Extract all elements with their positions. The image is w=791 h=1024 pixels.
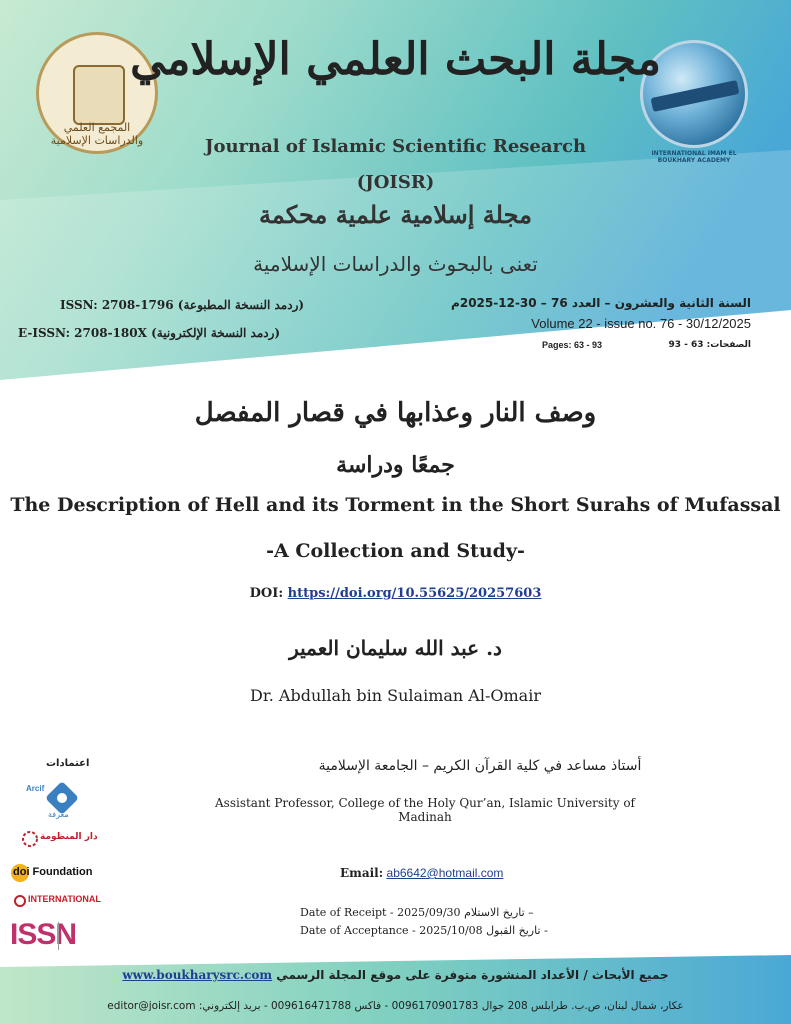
email-link[interactable]: ab6642@hotmail.com <box>386 866 504 880</box>
footer-website-link[interactable]: www.boukharysrc.com <box>122 968 273 982</box>
acceptance-english: Date of Acceptance - 2025/10/08 <box>300 924 483 937</box>
dar-almandumah-label: دار المنظومة <box>40 832 98 842</box>
issn-print: ISSN: 2708-1796 (ردمد النسخة المطبوعة) <box>60 298 305 312</box>
dar-almandumah-logo <box>22 828 98 850</box>
email-label: Email: <box>340 866 384 880</box>
international-label: INTERNATIONAL <box>28 894 101 904</box>
footer-contact: عكار، شمال لبنان، ص.ب. طرابلس 208 جوال 0096170901783 - فاكس 009616471788 - بريد إلكتروني: editor@joisr.com <box>107 1000 684 1012</box>
left-seal-text: المجمع العلمي والدراسات الإسلامية <box>50 121 144 147</box>
date-of-acceptance <box>300 924 548 937</box>
doi-line <box>0 586 791 601</box>
pages-arabic: الصفحات: 63 - 93 <box>668 340 751 350</box>
date-of-receipt <box>300 906 534 919</box>
receipt-english: Date of Receipt - 2025/09/30 <box>300 906 461 919</box>
volume-info-arabic: السنة الثانية والعشرون – العدد 76 – 30-12-2025م <box>451 296 751 310</box>
doi-foundation-label: doi Foundation <box>13 866 93 878</box>
acceptance-arabic: - تاريخ القبول <box>486 924 548 937</box>
issn-electronic: E-ISSN: 2708-180X (ردمد النسخة الإلكترونية) <box>18 326 281 340</box>
doi-label: DOI: <box>249 586 284 601</box>
article-title-arabic: وصف النار وعذابها في قصار المفصل <box>194 398 597 428</box>
international-indexing-logo <box>14 892 100 910</box>
journal-abbreviation: (JOISR) <box>356 172 435 193</box>
doi-foundation-logo <box>10 862 102 884</box>
email-line <box>340 866 503 880</box>
academy-logo-text: INTERNATIONAL IMAM EL BOUKHARY ACADEMY <box>651 150 737 164</box>
accreditations-title: اعتمادات <box>46 758 90 769</box>
footer-site-line <box>0 968 791 982</box>
pages-english: Pages: 63 - 93 <box>542 340 603 350</box>
affiliation-arabic: أستاذ مساعد في كلية القرآن الكريم – الجامعة الإسلامية <box>318 758 642 774</box>
affiliation-english: Assistant Professor, College of the Holy Qur’an, Islamic University of Madinah <box>215 796 635 824</box>
article-subtitle-english: -A Collection and Study- <box>266 540 525 562</box>
issn-logo-subtext <box>58 922 119 950</box>
arcif-label: Arcif <box>26 784 45 793</box>
journal-title-arabic: مجلة البحث العلمي الإسلامي <box>130 34 661 85</box>
author-name-arabic: د. عبد الله سليمان العمير <box>289 636 502 660</box>
author-name-english: Dr. Abdullah bin Sulaiman Al-Omair <box>250 686 541 705</box>
receipt-arabic: – تاريخ الاستلام <box>464 906 534 919</box>
journal-subtagline-arabic: تعنى بالبحوث والدراسات الإسلامية <box>253 252 538 276</box>
issn-logo-label: ISSN <box>10 918 77 951</box>
marefa-label: معرفة <box>48 810 69 819</box>
footer-background <box>0 955 791 1024</box>
volume-info-english: Volume 22 - issue no. 76 - 30/12/2025 <box>531 316 751 331</box>
footer-site-text: جميع الأبحاث / الأعداد المنشورة متوفرة على موقع المجلة الرسمي <box>276 968 669 982</box>
arcif-logo <box>26 782 82 820</box>
journal-title-english: Journal of Islamic Scientific Research <box>204 136 587 157</box>
article-title-english: The Description of Hell and its Torment in the Short Surahs of Mufassal <box>10 494 781 516</box>
journal-tagline-arabic: مجلة إسلامية علمية محكمة <box>259 200 532 229</box>
article-subtitle-arabic: جمعًا ودراسة <box>336 452 455 478</box>
issn-logo <box>10 918 120 954</box>
doi-link[interactable]: https://doi.org/10.55625/20257603 <box>287 586 542 601</box>
